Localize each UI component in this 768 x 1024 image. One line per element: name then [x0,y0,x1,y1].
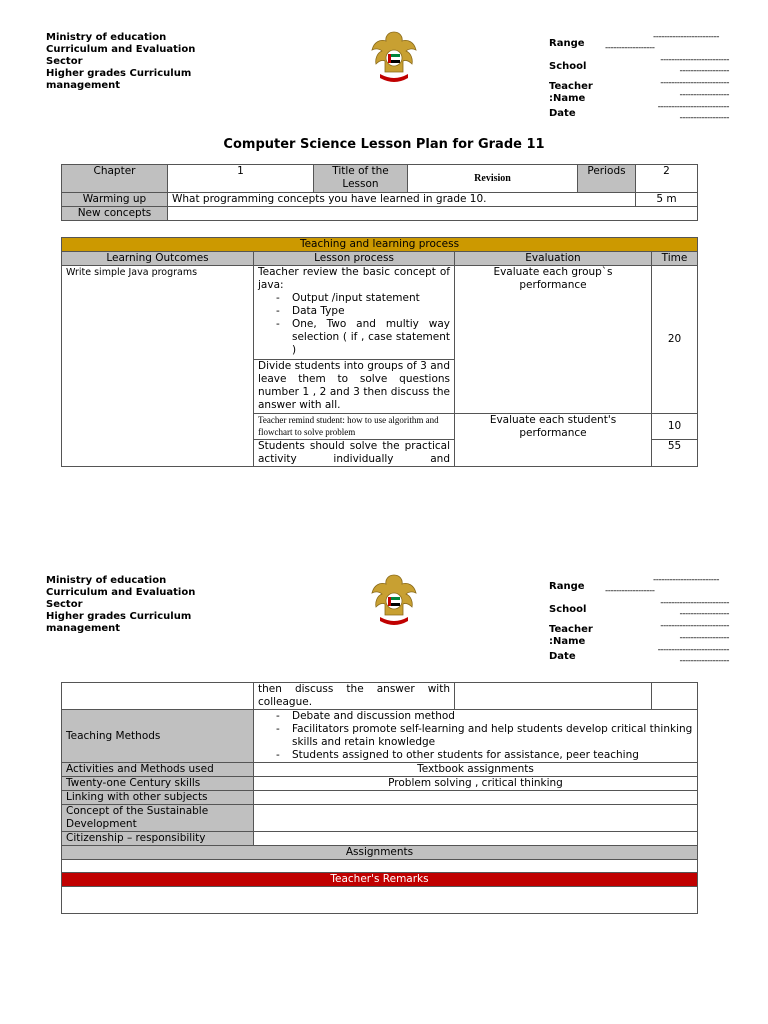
citizenship-value [254,832,698,846]
page1-header [0,32,768,142]
lesson-step-practical: Students should solve the practical activity individually and [254,440,455,467]
dash-line: ------------------ [679,90,729,100]
sustainable-value [254,805,698,832]
evaluation-group: Evaluate each group`s performance [455,266,652,414]
lesson-step-review [254,266,455,360]
method-item: - Facilitators promote self-learning and help students develop critical thinking skills and retain knowledge [292,723,693,749]
skills-label: Twenty-one Century skills [62,777,254,791]
page2-header [0,575,768,685]
dash-line: ------------------------- [660,598,729,608]
assignments-header: Assignments [62,846,698,860]
periods-label: Periods [578,165,636,193]
evaluation-student: Evaluate each student's performance [455,414,652,467]
step-list-item: - Output /input statement [292,292,450,305]
dash-line: ------------------------- [660,621,729,631]
info-fields [549,32,729,125]
page-title: Computer Science Lesson Plan for Grade 11 [223,137,545,152]
activities-label: Activities and Methods used [62,763,254,777]
header-lesson-process: Lesson process [254,252,455,266]
activities-value: Textbook assignments [254,763,698,777]
ministry-line: Sector [46,56,83,67]
school-label: School [549,61,587,72]
process-table [61,237,698,467]
ministry-line: Ministry of education [46,32,167,43]
title-label: Title of the Lesson [314,165,408,193]
method-item: - Debate and discussion method [292,710,693,723]
ministry-line: Higher grades Curriculum [46,68,192,79]
continuation-time-cell [652,683,698,710]
time-55: 55 [652,440,698,467]
process-banner: Teaching and learning process [62,238,698,252]
ministry-line: Curriculum and Evaluation [46,587,196,598]
linking-value [254,791,698,805]
dash-line: ------------------------- [660,55,729,65]
school-field [549,598,729,619]
header-time: Time [652,252,698,266]
dash-line: ------------------------ [653,575,719,585]
dash-line: -------------------------- [657,102,729,112]
school-label: School [549,604,587,615]
teaching-methods-label: Teaching Methods [62,710,254,763]
school-field [549,55,729,76]
uae-emblem-icon [368,28,420,86]
lesson-info-table [61,164,698,221]
header-evaluation: Evaluation [455,252,652,266]
continuation-outcome-cell [62,683,254,710]
range-field [549,575,729,596]
teacher-field [549,621,729,647]
ministry-line: Ministry of education [46,575,167,586]
date-field [549,104,729,125]
remarks-header: Teacher's Remarks [62,873,698,887]
dash-line: ------------------ [679,609,729,619]
date-field [549,647,729,668]
remarks-body [62,887,698,914]
header-learning-outcomes: Learning Outcomes [62,252,254,266]
ministry-line: management [46,80,121,91]
periods-value: 2 [636,165,698,193]
teaching-methods-list [254,710,698,763]
sustainable-label: Concept of the Sustainable Development [62,805,254,832]
ministry-block [46,575,216,635]
warming-value: What programming concepts you have learned in grade 10. [168,193,636,207]
dash-line: -------------------------- [657,645,729,655]
learning-outcome: Write simple Java programs [62,266,254,467]
ministry-block [46,32,216,92]
uae-emblem-icon [368,571,420,629]
ministry-line: Higher grades Curriculum [46,611,192,622]
chapter-value: 1 [168,165,314,193]
dash-line: ------------------ [605,586,655,596]
dash-line: ------------------ [605,43,655,53]
ministry-line: Sector [46,599,83,610]
chapter-label: Chapter [62,165,168,193]
continuation-eval-cell [455,683,652,710]
step-list-item: - Data Type [292,305,450,318]
lesson-step-groups: Divide students into groups of 3 and leave them to solve questions number 1 , 2 and 3 then discuss the answer with all. [254,360,455,414]
method-item: - Students assigned to other students for assistance, peer teaching [292,749,693,762]
dash-line: ------------------ [679,113,729,123]
methods-table [61,682,698,914]
time-20: 20 [652,266,698,414]
date-label: Date [549,651,576,662]
dash-line: ------------------------- [660,78,729,88]
title-value: Revision [408,165,578,193]
info-fields [549,575,729,668]
step-intro: Teacher review the basic concept of java: [258,266,450,291]
warming-label: Warming up [62,193,168,207]
teacher-field [549,78,729,104]
new-concepts-label: New concepts [62,207,168,221]
assignments-body [62,860,698,873]
dash-line: ------------------ [679,656,729,666]
date-label: Date [549,108,576,119]
methods-list [258,710,693,762]
lesson-step-remind: Teacher remind student: how to use algorithm and flowchart to solve problem [254,414,455,440]
citizenship-label: Citizenship – responsibility [62,832,254,846]
step-list [258,292,450,357]
warming-time: 5 m [636,193,698,207]
linking-label: Linking with other subjects [62,791,254,805]
skills-value: Problem solving , critical thinking [254,777,698,791]
range-label: Range [549,581,585,592]
step-list-item: - One, Two and multiy way selection ( if , case statement ) [292,318,450,357]
dash-line: ------------------------ [653,32,719,42]
lesson-step-practical-continued: then discuss the answer with colleague. [254,683,455,710]
range-label: Range [549,38,585,49]
ministry-line: Curriculum and Evaluation [46,44,196,55]
dash-line: ------------------ [679,66,729,76]
teacher-label: Teacher :Name [549,81,593,104]
time-10: 10 [652,414,698,440]
new-concepts-value [168,207,698,221]
teacher-label: Teacher :Name [549,624,593,647]
ministry-line: management [46,623,121,634]
dash-line: ------------------ [679,633,729,643]
range-field [549,32,729,53]
